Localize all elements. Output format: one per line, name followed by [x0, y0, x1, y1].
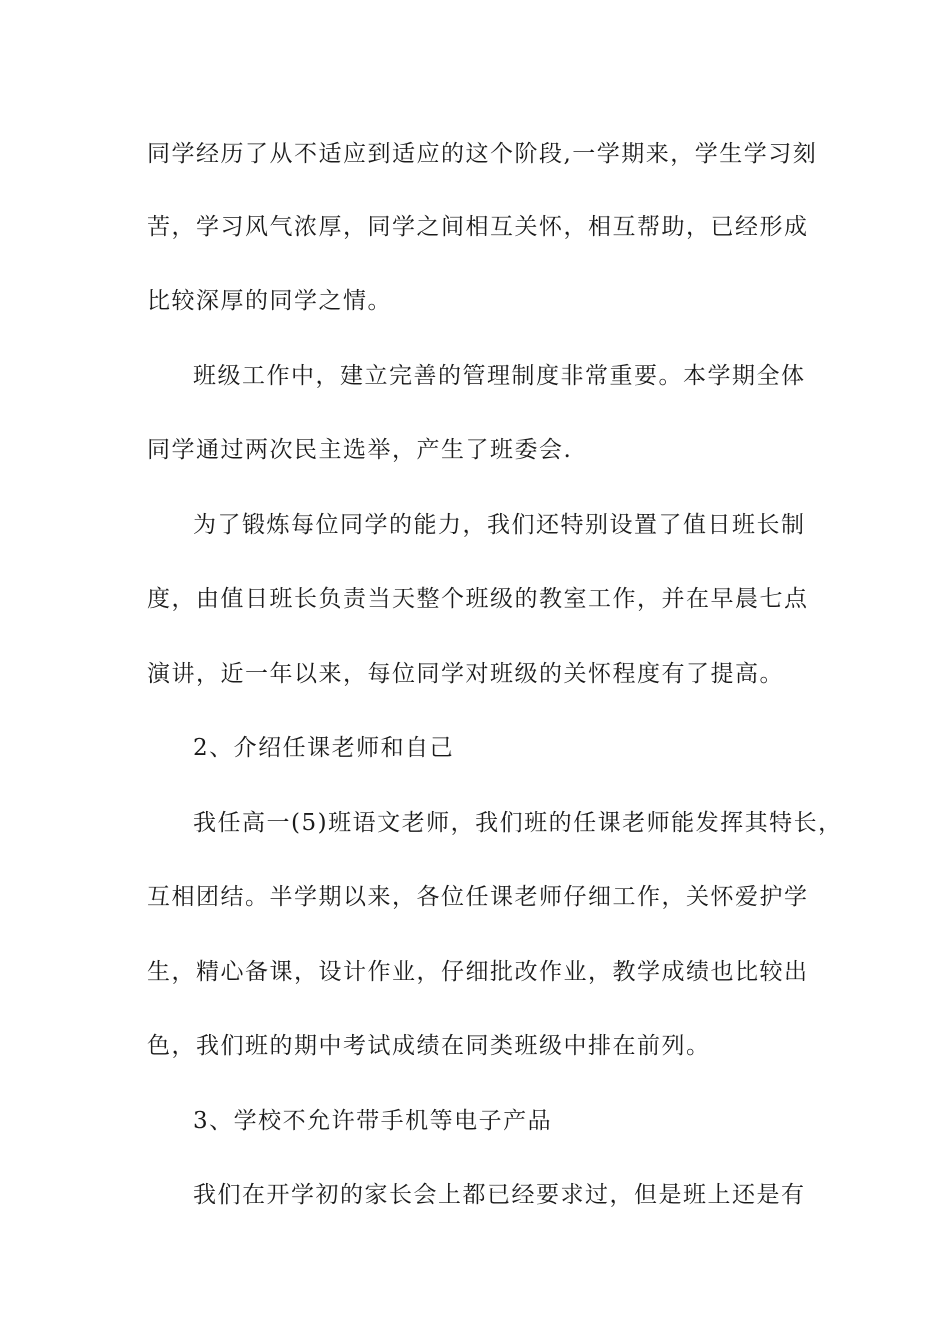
paragraph-line: 班级工作中，建立完善的管理制度非常重要。本学期全体 [193, 363, 806, 389]
paragraph-line: 比较深厚的同学之情。 [147, 288, 392, 314]
paragraph-line: 演讲，近一年以来，每位同学对班级的关怀程度有了提高。 [147, 661, 784, 687]
section-heading: 3、学校不允许带手机等电子产品 [193, 1108, 553, 1134]
paragraph-line: 为了锻炼每位同学的能力，我们还特别设置了值日班长制 [193, 512, 806, 538]
paragraph-line: 我任高一(5)班语文老师，我们班的任课老师能发挥其特长， [193, 810, 843, 836]
paragraph-line: 同学经历了从不适应到适应的这个阶段,一学期来，学生学习刻 [147, 141, 818, 167]
section-heading: 2、介绍任课老师和自己 [193, 735, 455, 761]
paragraph-line: 同学通过两次民主选举，产生了班委会. [147, 437, 573, 463]
paragraph-line: 互相团结。半学期以来，各位任课老师仔细工作，关怀爱护学 [147, 884, 809, 910]
paragraph-line: 苦，学习风气浓厚，同学之间相互关怀，相互帮助，已经形成 [147, 214, 809, 240]
paragraph-line: 色，我们班的期中考试成绩在同类班级中排在前列。 [147, 1033, 711, 1059]
paragraph-line: 我们在开学初的家长会上都已经要求过，但是班上还是有 [193, 1182, 806, 1208]
paragraph-line: 生，精心备课，设计作业，仔细批改作业，教学成绩也比较出 [147, 959, 809, 985]
paragraph-line: 度，由值日班长负责当天整个班级的教室工作，并在早晨七点 [147, 586, 809, 612]
